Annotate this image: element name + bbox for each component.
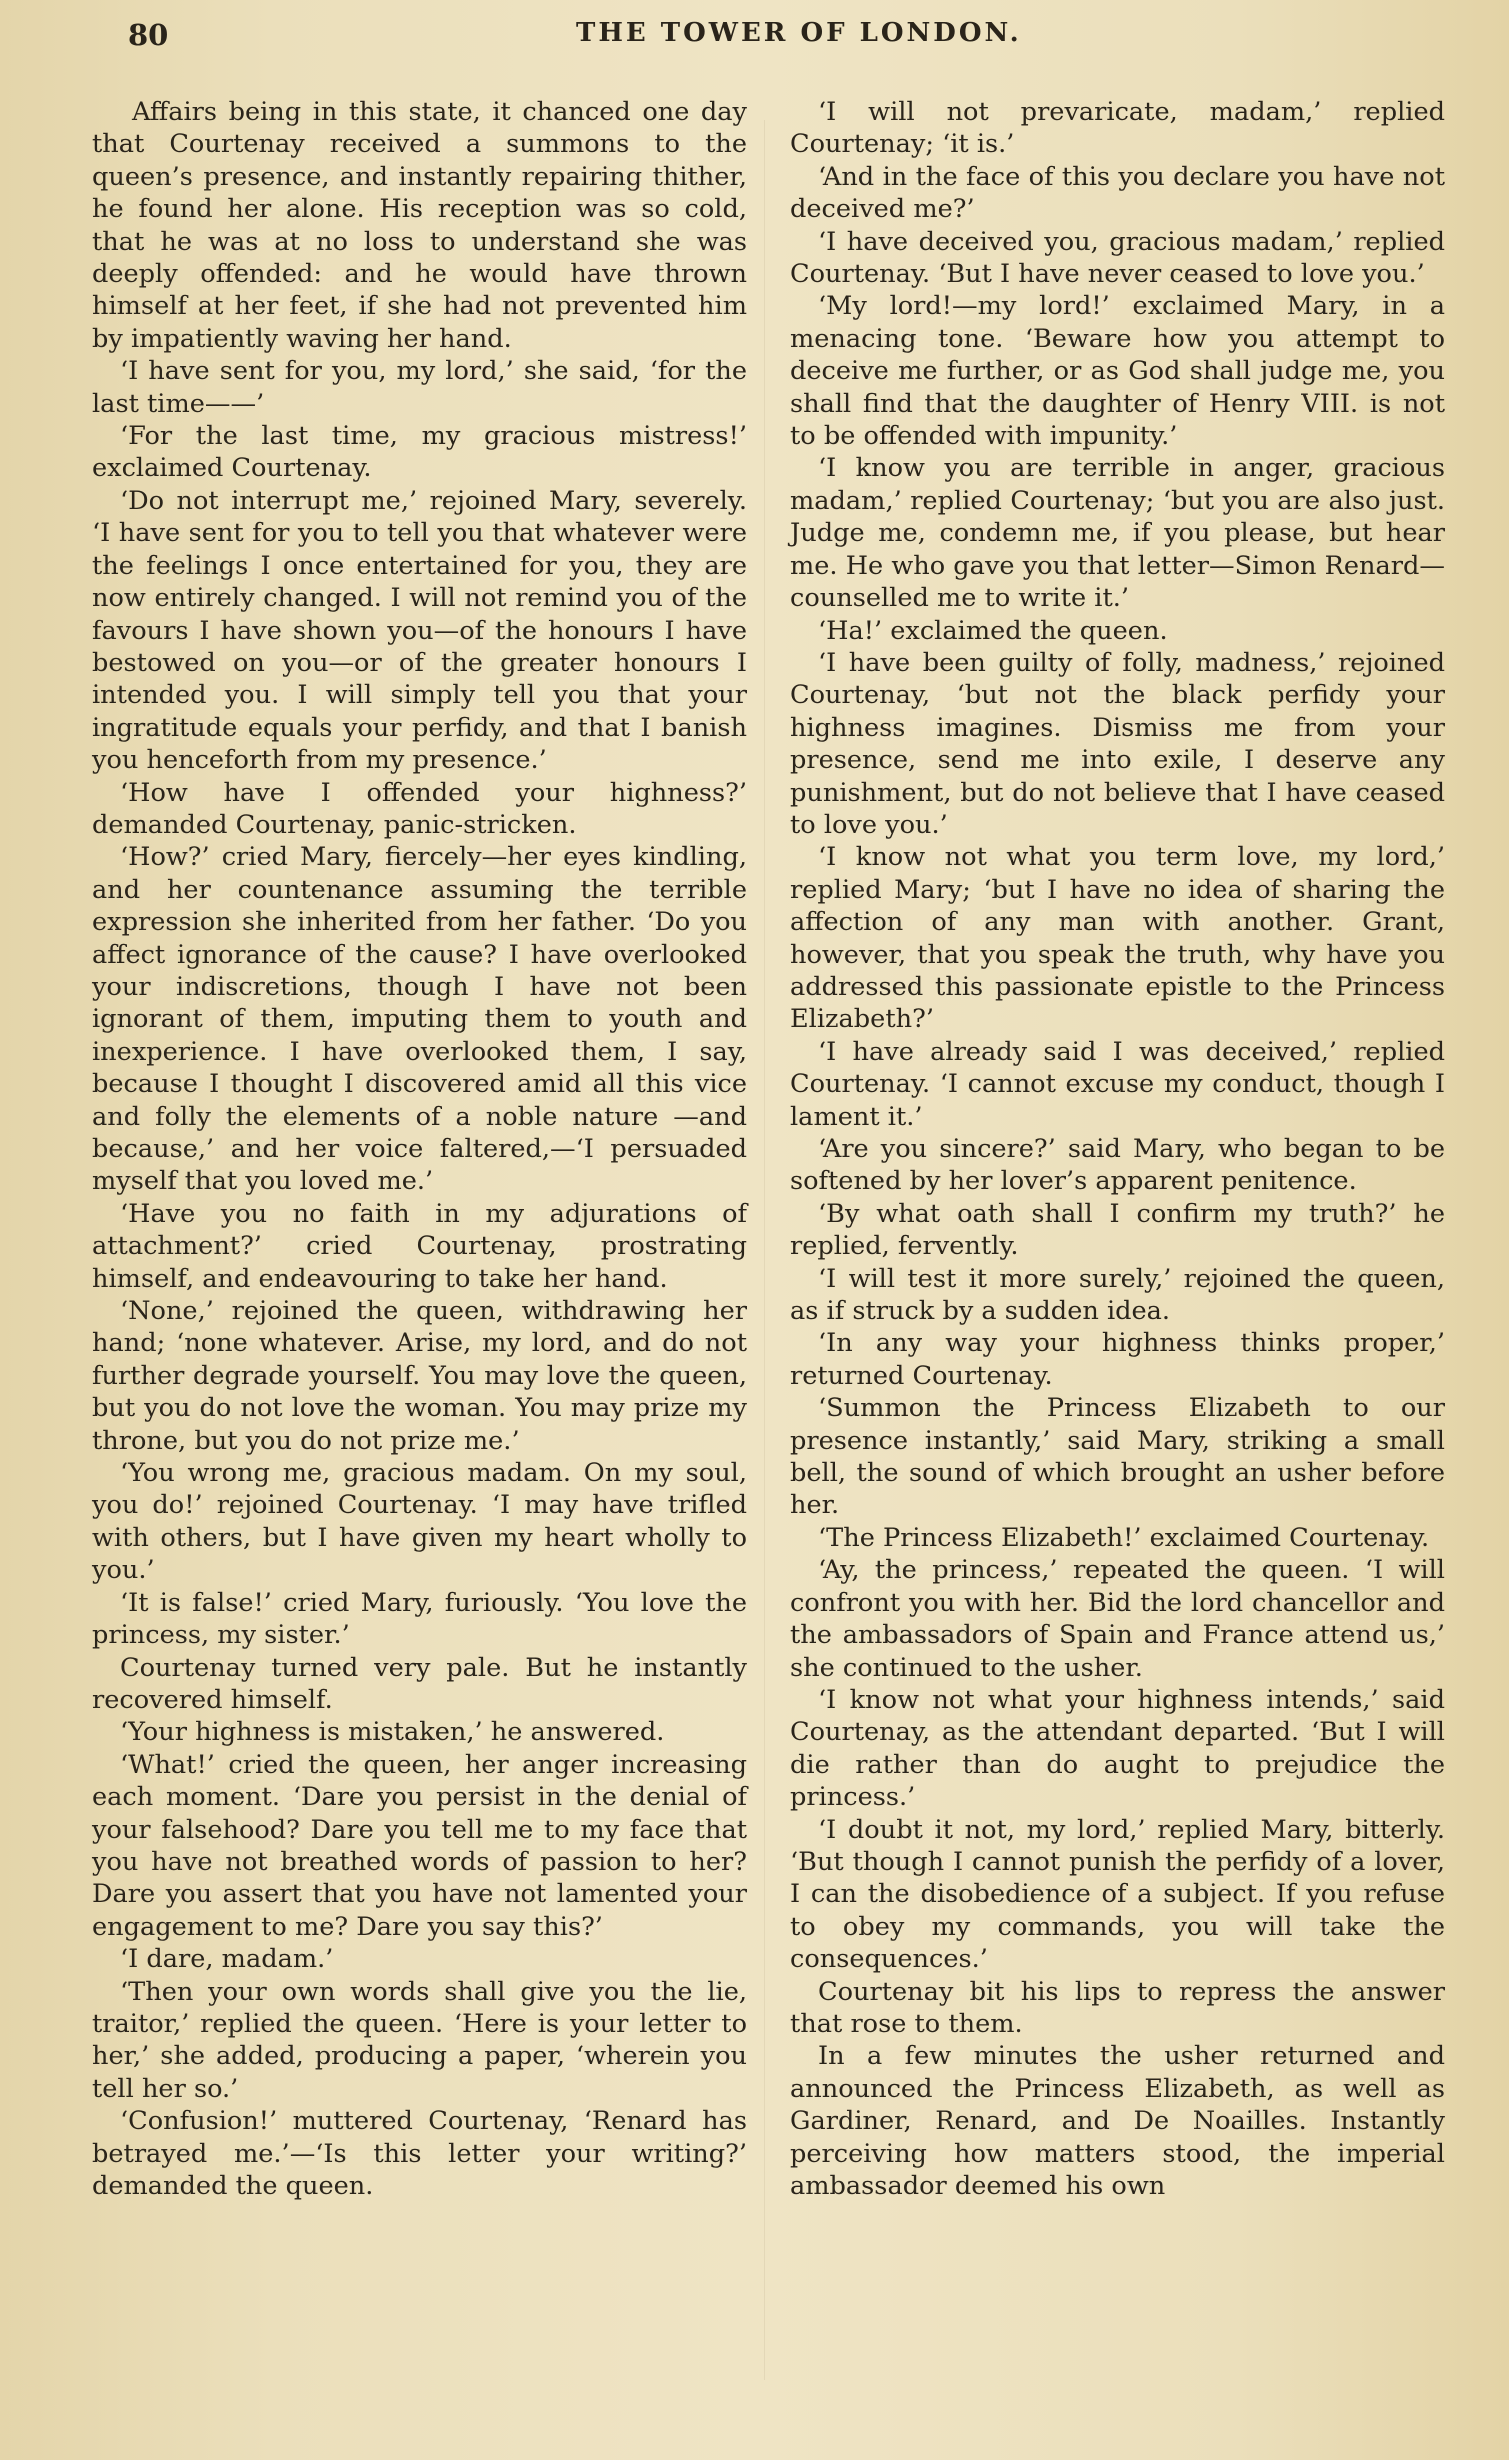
- paragraph: Courtenay bit his lips to repress the answer that rose to them.: [790, 1976, 1445, 2039]
- running-title: THE TOWER OF LONDON.: [576, 18, 1022, 48]
- paragraph: ‘How?’ cried Mary, fiercely—her eyes kindling, and her countenance assuming the terrible expression she inherited from her father. ‘Do you affect ignorance of the cause? I have overlooked your indiscretions, though I have not been ignorant of them, imputing them to youth and inexperience. I have overlooked them, I say, because I thought I discovered amid all this vice and folly the elements of a noble nature —and because,’ and her voice faltered,—‘I persuaded myself that you loved me.’: [92, 842, 747, 1197]
- paragraph: ‘I know not what you term love, my lord,’ replied Mary; ‘but I have no idea of sharing the affection of any man with another. Grant, however, that you speak the truth, why have you addressed this passionate epistle to the Princess Elizabeth?’: [790, 842, 1445, 1035]
- paragraph: ‘I have deceived you, gracious madam,’ replied Courtenay. ‘But I have never ceased to love you.’: [790, 226, 1445, 290]
- paragraph: ‘What!’ cried the queen, her anger increasing each moment. ‘Dare you persist in the denial of your falsehood? Dare you tell me to my face that you have not breathed words of passion to her? Dare you assert that you have not lamented your engagement to me? Dare you say this?’: [92, 1749, 747, 1942]
- paragraph: ‘For the last time, my gracious mistress!’ exclaimed Courtenay.: [92, 421, 747, 484]
- paragraph: ‘And in the face of this you declare you have not deceived me?’: [790, 161, 1445, 225]
- paragraph: ‘Ay, the princess,’ repeated the queen. ‘I will confront you with her. Bid the lord chancellor and the ambassadors of Spain and France attend us,’ she continued to the usher.: [790, 1555, 1445, 1683]
- paragraph: ‘Have you no faith in my adjurations of attachment?’ cried Courtenay, prostrating himself, and endeavouring to take her hand.: [92, 1198, 747, 1294]
- paragraph: ‘I have already said I was deceived,’ replied Courtenay. ‘I cannot excuse my conduct, though I lament it.’: [790, 1036, 1445, 1132]
- right-column: [790, 96, 1445, 2202]
- paragraph: ‘In any way your highness thinks proper,’ returned Courtenay.: [790, 1328, 1445, 1391]
- paragraph: ‘How have I offended your highness?’ demanded Courtenay, panic-stricken.: [92, 777, 747, 840]
- paragraph: ‘My lord!—my lord!’ exclaimed Mary, in a menacing tone. ‘Beware how you attempt to deceive me further, or as God shall judge me, you shall find that the daughter of Henry VIII. is not to be offended with impunity.’: [790, 291, 1445, 452]
- paragraph: ‘Summon the Princess Elizabeth to our presence instantly,’ said Mary, striking a small bell, the sound of which brought an usher before her.: [790, 1393, 1445, 1521]
- paragraph: ‘You wrong me, gracious madam. On my soul, you do!’ rejoined Courtenay. ‘I may have trifled with others, but I have given my heart wholly to you.’: [92, 1458, 747, 1586]
- paragraph: ‘The Princess Elizabeth!’ exclaimed Courtenay.: [818, 1522, 1430, 1553]
- paragraph: In a few minutes the usher returned and announced the Princess Elizabeth, as well as Gardiner, Renard, and De Noailles. Instantly perceiving how matters stood, the imperial ambassador deemed his own: [790, 2041, 1445, 2201]
- page-number: 80: [128, 18, 169, 52]
- paragraph: ‘Are you sincere?’ said Mary, who began to be softened by her lover’s apparent penitence.: [790, 1134, 1445, 1197]
- paragraph: ‘Confusion!’ muttered Courtenay, ‘Renard has betrayed me.’—‘Is this letter your writing?’ demanded the queen.: [92, 2106, 747, 2201]
- paragraph: ‘It is false!’ cried Mary, furiously. ‘You love the princess, my sister.’: [92, 1587, 747, 1651]
- paragraph: ‘By what oath shall I confirm my truth?’ he replied, fervently.: [790, 1198, 1445, 1262]
- paragraph: ‘I will not prevaricate, madam,’ replied Courtenay; ‘it is.’: [790, 97, 1445, 160]
- paragraph: ‘Then your own words shall give you the lie, traitor,’ replied the queen. ‘Here is your letter to her,’ she added, producing a paper, ‘wherein you tell her so.’: [92, 1976, 747, 2104]
- paragraph: ‘I will test it more surely,’ rejoined the queen, as if struck by a sudden idea.: [790, 1263, 1445, 1327]
- paragraph: ‘None,’ rejoined the queen, withdrawing her hand; ‘none whatever. Arise, my lord, and do not further degrade yourself. You may love the queen, but you do not love the woman. You may prize my throne, but you do not prize me.’: [92, 1296, 747, 1456]
- paragraph: ‘Your highness is mistaken,’ he answered.: [120, 1717, 665, 1748]
- paragraph: ‘Ha!’ exclaimed the queen.: [818, 615, 1168, 646]
- paragraph: Affairs being in this state, it chanced one day that Courtenay received a summons to the queen’s presence, and instantly repairing thither, he found her alone. His reception was so cold, that he was at no loss to understand she was deeply offended: and he would have thrown himself at her feet, if she had not prevented him by impatiently waving her hand.: [92, 97, 747, 354]
- paragraph: ‘I have sent for you, my lord,’ she said, ‘for the last time——’: [92, 356, 747, 419]
- paragraph: ‘I know you are terrible in anger, gracious madam,’ replied Courtenay; ‘but you are also just. Judge me, condemn me, if you please, but hear me. He who gave you that letter—Simon Renard—counselled me to write it.’: [790, 453, 1445, 614]
- paragraph: ‘I dare, madam.’: [120, 1944, 334, 1975]
- paragraph: Courtenay turned very pale. But he instantly recovered himself.: [92, 1652, 747, 1715]
- left-column: [92, 96, 747, 2202]
- paragraph: ‘I doubt it not, my lord,’ replied Mary, bitterly. ‘But though I cannot punish the perfidy of a lover, I can the disobedience of a subject. If you refuse to obey my commands, you will take the consequences.’: [790, 1814, 1445, 1975]
- paragraph: ‘I know not what your highness intends,’ said Courtenay, as the attendant departed. ‘But I will die rather than do aught to prejudice the princess.’: [790, 1684, 1445, 1813]
- paragraph: ‘Do not interrupt me,’ rejoined Mary, severely. ‘I have sent for you to tell you that whatever were the feelings I once entertained for you, they are now entirely changed. I will not remind you of the favours I have shown you—of the honours I have bestowed on you—or of the greater honours I intended you. I will simply tell you that your ingratitude equals your perfidy, and that I banish you henceforth from my presence.’: [92, 485, 747, 776]
- column-gutter: [764, 120, 765, 2380]
- paragraph: ‘I have been guilty of folly, madness,’ rejoined Courtenay, ‘but not the black perfidy your highness imagines. Dismiss me from your presence, send me into exile, I deserve any punishment, but do not believe that I have ceased to love you.’: [790, 647, 1445, 840]
